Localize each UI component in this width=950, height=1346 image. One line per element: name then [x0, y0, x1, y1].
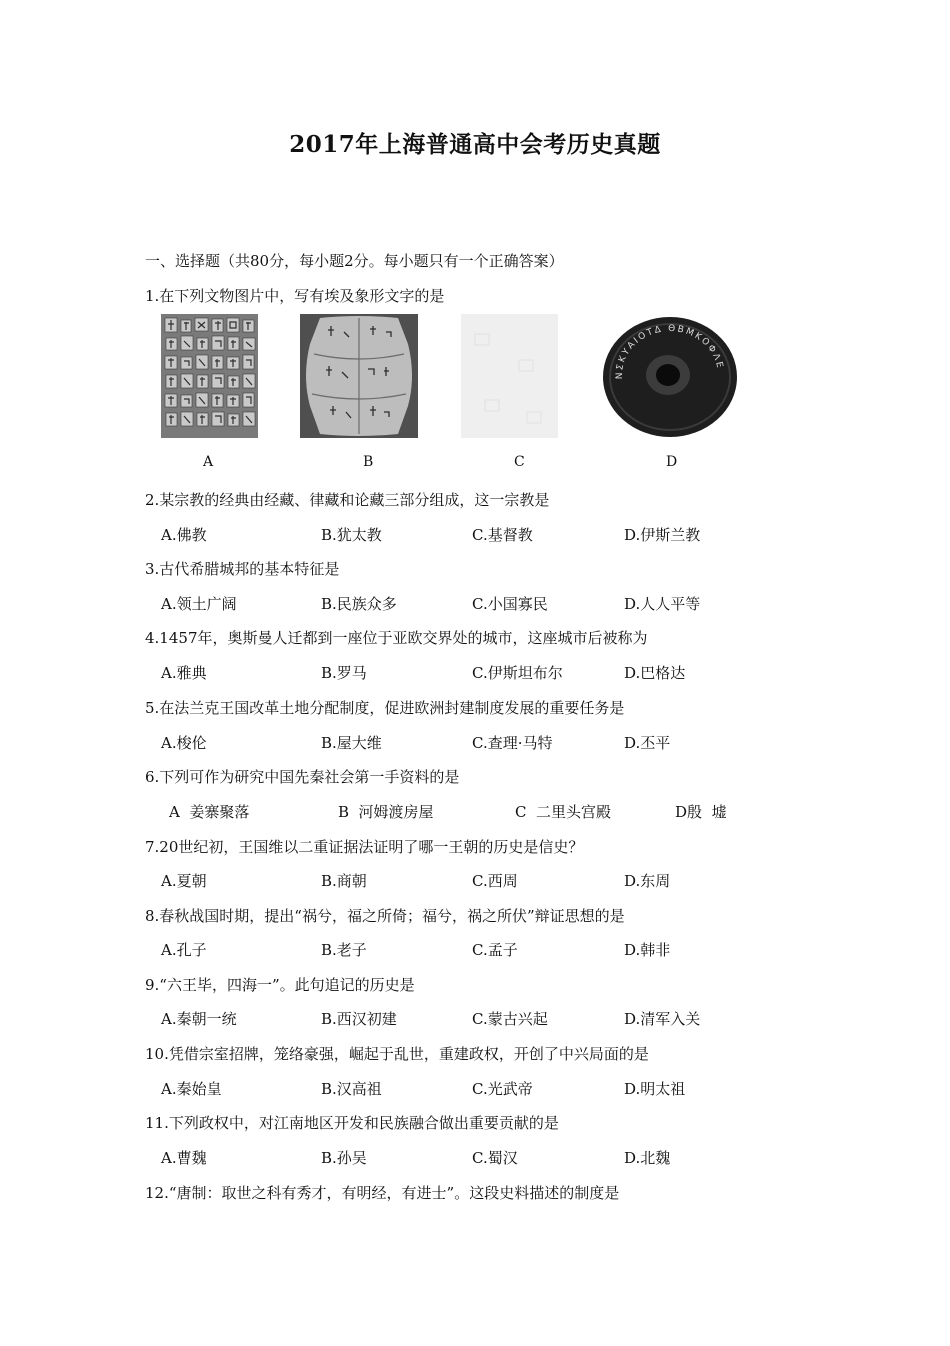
option-b: B.商朝 [321, 872, 367, 890]
question-stem: 6.下列可作为研究中国先秦社会第一手资料的是 [145, 768, 460, 786]
option-d: D.明太祖 [624, 1080, 686, 1098]
option-b: B.汉高祖 [321, 1080, 382, 1098]
option-a: A.夏朝 [161, 872, 207, 890]
option-c: C 二里头宫殿 [515, 803, 612, 821]
option-a: A.佛教 [161, 526, 207, 544]
option-c: C.基督教 [472, 526, 533, 544]
option-d: D.伊斯兰教 [624, 526, 701, 544]
question-stem: 5.在法兰克王国改革土地分配制度，促进欧洲封建制度发展的重要任务是 [145, 699, 625, 717]
option-c: C.伊斯坦布尔 [472, 664, 563, 682]
option-a: A.雅典 [161, 664, 207, 682]
option-b: B.犹太教 [321, 526, 382, 544]
option-a: A.梭伦 [161, 734, 207, 752]
question-stem: 8.春秋战国时期，提出“祸兮，福之所倚；福兮，祸之所伏”辩证思想的是 [145, 907, 625, 925]
option-b: B.罗马 [321, 664, 367, 682]
option-b: B 河姆渡房屋 [338, 803, 434, 821]
option-b: B.孙吴 [321, 1149, 367, 1167]
coin-inscription: ΝΣΚΥΑΙΟΤΔ ΘΒΜΚΟΦΛΕ [614, 323, 725, 380]
page-title: 2017年上海普通高中会考历史真题 [289, 131, 661, 158]
question-stem: 9.“六王毕，四海一”。此句追记的历史是 [145, 976, 415, 994]
option-b: B.屋大维 [321, 734, 382, 752]
option-c: C.蒙古兴起 [472, 1010, 548, 1028]
option-d: D.北魏 [624, 1149, 671, 1167]
question-stem: 10.凭借宗室招牌，笼络豪强，崛起于乱世，重建政权，开创了中兴局面的是 [145, 1045, 649, 1063]
option-d: D.东周 [624, 872, 671, 890]
question-stem: 3.古代希腊城邦的基本特征是 [145, 560, 340, 578]
question-stem: 11.下列政权中，对江南地区开发和民族融合做出重要贡献的是 [145, 1114, 559, 1132]
option-a: A.秦始皇 [161, 1080, 222, 1098]
option-d: D.韩非 [624, 941, 671, 959]
question-stem: 2.某宗教的经典由经藏、律藏和论藏三部分组成，这一宗教是 [145, 491, 550, 509]
option-c: C.蜀汉 [472, 1149, 518, 1167]
option-c: C.孟子 [472, 941, 518, 959]
option-a: A.曹魏 [161, 1149, 207, 1167]
artifact-image-b [300, 314, 418, 438]
image-label-a: A [203, 454, 214, 470]
image-label-b: B [363, 454, 374, 470]
question-stem: 7.20世纪初，王国维以二重证据法证明了哪一王朝的历史是信史？ [145, 838, 584, 856]
artifact-image-a [161, 314, 258, 438]
option-d: D.巴格达 [624, 664, 686, 682]
image-label-d: D [666, 454, 678, 470]
option-c: C.西周 [472, 872, 518, 890]
artifact-image-c [461, 314, 558, 438]
option-d: D.清军入关 [624, 1010, 701, 1028]
question-stem: 4.1457年，奥斯曼人迁都到一座位于亚欧交界处的城市，这座城市后被称为 [145, 629, 648, 647]
option-b: B.民族众多 [321, 595, 397, 613]
artifact-image-d [601, 314, 739, 438]
section-heading: 一、选择题（共80分，每小题2分。每小题只有一个正确答案） [145, 252, 564, 270]
option-d: D殷 墟 [675, 803, 727, 821]
option-b: B.西汉初建 [321, 1010, 397, 1028]
option-a: A.孔子 [161, 941, 207, 959]
image-label-c: C [514, 454, 525, 470]
option-d: D.人人平等 [624, 595, 701, 613]
question-stem: 12.“唐制：取世之科有秀才，有明经，有进士”。这段史料描述的制度是 [145, 1184, 620, 1202]
option-a: A.秦朝一统 [161, 1010, 237, 1028]
option-d: D.丕平 [624, 734, 671, 752]
question-stem: 1.在下列文物图片中，写有埃及象形文字的是 [145, 287, 445, 305]
option-c: C.小国寡民 [472, 595, 548, 613]
option-c: C.查理·马特 [472, 734, 553, 752]
option-a: A.领土广阔 [161, 595, 237, 613]
option-b: B.老子 [321, 941, 367, 959]
option-c: C.光武帝 [472, 1080, 533, 1098]
option-a: A 姜寨聚落 [169, 803, 250, 821]
